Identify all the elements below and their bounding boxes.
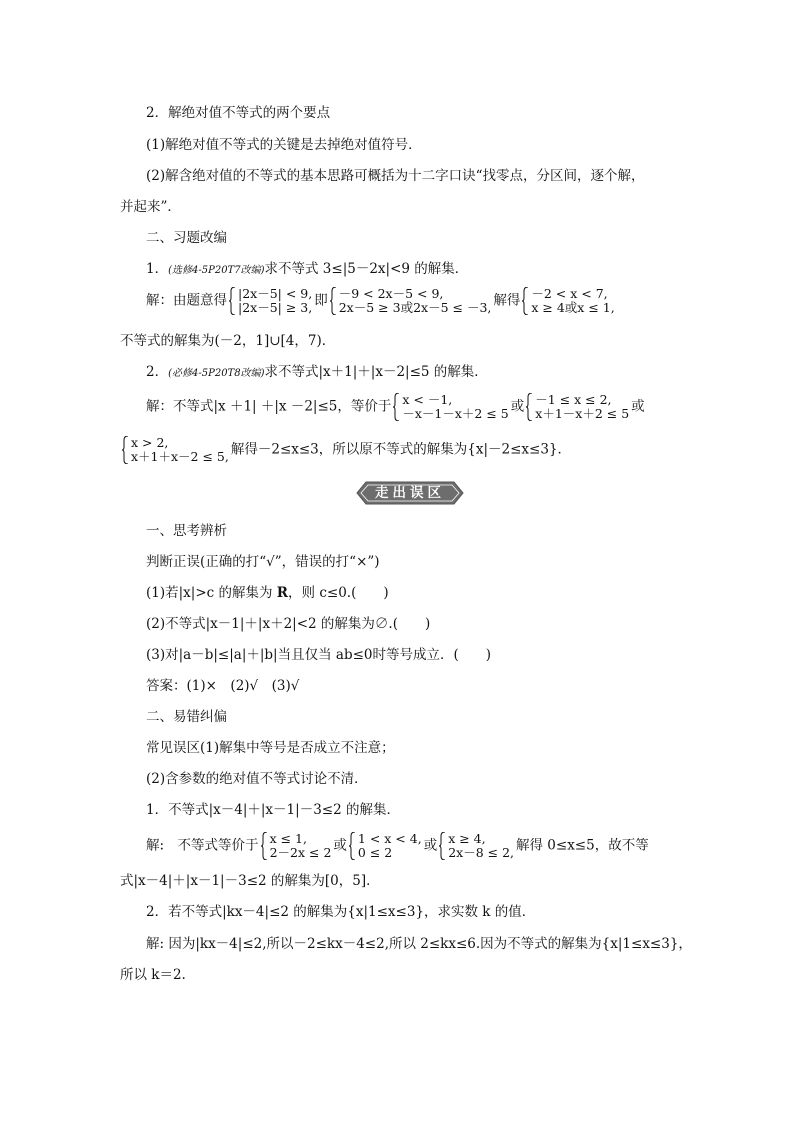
question-source: (必修4-5P20T8改编) (168, 368, 265, 379)
question (146, 260, 468, 280)
left-brace-icon (526, 393, 533, 421)
answer: 答案：(1)× (2)√ (3)√ (146, 678, 300, 694)
equation-system: x ≤ 1, 2－2x ≤ 2 (261, 832, 332, 860)
solution-line: 解: 不等式等价于 x ≤ 1, 2－2x ≤ 2 或 1 < x < 4, 0 ≤ 2 或 x ≥ 4, 2x－8 ≤ 2, 解得 0≤x≤5，故不等 (146, 831, 649, 860)
section-heading: 一、思考辨析 (146, 523, 227, 539)
left-brace-icon (393, 393, 400, 421)
banner-title: 走出误区 (375, 485, 445, 501)
equation-system: x > 2, x＋1＋x－2 ≤ 5, (122, 436, 229, 464)
section-banner (354, 481, 466, 505)
solution-label: 解：不等式|x ＋1| ＋|x －2|≤5，等价于 (146, 398, 392, 415)
paragraph: 不等式的解集为(－2，1]∪[4，7)． (120, 333, 336, 349)
equation-system: x < －1, －x－1－x＋2 ≤ 5 (393, 393, 508, 421)
left-brace-icon (330, 287, 337, 315)
paragraph: (2)含参数的绝对值不等式讨论不清． (146, 771, 368, 787)
question: 2．若不等式|kx－4|≤2 的解集为{x|1≤x≤3}，求实数 k 的值． (146, 904, 536, 920)
judgement-item: (2)不等式|x－1|＋|x＋2|<2 的解集为∅.( ) (146, 616, 431, 632)
equation-system: x ≥ 4, 2x－8 ≤ 2, (439, 832, 514, 860)
paragraph: (2)解含绝对值的不等式的基本思路可概括为十二字口诀“找零点，分区间，逐个解， (146, 168, 645, 184)
paragraph: 所以 k＝2. (120, 967, 186, 983)
equation-system: －9 < 2x－5 < 9, 2x－5 ≥ 3或2x－5 ≤ －3, (330, 287, 492, 315)
paragraph: (1)解绝对值不等式的关键是去掉绝对值符号． (146, 137, 422, 153)
solution-label: 解: 不等式等价于 (146, 837, 259, 854)
left-brace-icon (522, 287, 529, 315)
section-heading: 二、习题改编 (146, 230, 227, 246)
solution-label: 解：由题意得 (146, 292, 227, 309)
left-brace-icon (122, 436, 129, 464)
judgement-item: (1)若|x|>c 的解集为 R，则 c≤0.( ) (146, 585, 389, 601)
question (146, 363, 488, 383)
judgement-item: (3)对|a－b|≤|a|＋|b|当且仅当 ab≤0时等号成立．( ) (146, 647, 492, 663)
paragraph: 解: 因为|kx－4|≤2,所以－2≤kx－4≤2,所以 2≤kx≤6.因为不等式的解集为{x|1≤x≤3}， (146, 936, 692, 952)
left-brace-icon (439, 832, 446, 860)
section-heading: 2．解绝对值不等式的两个要点 (146, 105, 331, 121)
left-brace-icon (229, 287, 236, 315)
paragraph: 判断正误(正确的打“√”，错误的打“×”) (146, 554, 380, 570)
left-brace-icon (349, 832, 356, 860)
solution-line: 解：由题意得 |2x－5| < 9, |2x－5| ≥ 3, 即 －9 < 2x－5 < 9, 2x－5 ≥ 3或2x－5 ≤ －3, 解得 －2 < x < 7, x ≥ 4或x ≤ 1, (146, 286, 615, 315)
equation-system: 1 < x < 4, 0 ≤ 2 (349, 832, 422, 860)
question-text: 求不等式 3≤|5－2x|<9 的解集． (264, 261, 469, 277)
equation-system: －1 ≤ x ≤ 2, x＋1－x＋2 ≤ 5 (526, 393, 629, 421)
question-text: 求不等式|x＋1|＋|x－2|≤5 的解集． (264, 364, 488, 380)
question: 1．不等式|x－4|＋|x－1|－3≤2 的解集． (146, 802, 400, 818)
solution-line: x > 2, x＋1＋x－2 ≤ 5, 解得－2≤x≤3，所以原不等式的解集为{x|－2≤x≤3}． (120, 436, 571, 464)
question-source: (选修4-5P20T7改编) (168, 265, 265, 276)
paragraph: 常见误区(1)解集中等号是否成立不注意； (146, 740, 395, 756)
equation-system: |2x－5| < 9, |2x－5| ≥ 3, (229, 287, 312, 315)
equation-system: －2 < x < 7, x ≥ 4或x ≤ 1, (522, 287, 614, 315)
solution-line: 解：不等式|x ＋1| ＋|x －2|≤5，等价于 x < －1, －x－1－x＋2 ≤ 5 或 －1 ≤ x ≤ 2, x＋1－x＋2 ≤ 5 或 (146, 392, 645, 421)
question-number: 1． (146, 261, 169, 277)
section-heading: 二、易错纠偏 (146, 709, 227, 725)
paragraph: 并起来”． (120, 199, 181, 215)
question-number: 2． (146, 364, 169, 380)
paragraph: 式|x－4|＋|x－1|－3≤2 的解集为[0，5]． (120, 873, 380, 889)
left-brace-icon (261, 832, 268, 860)
